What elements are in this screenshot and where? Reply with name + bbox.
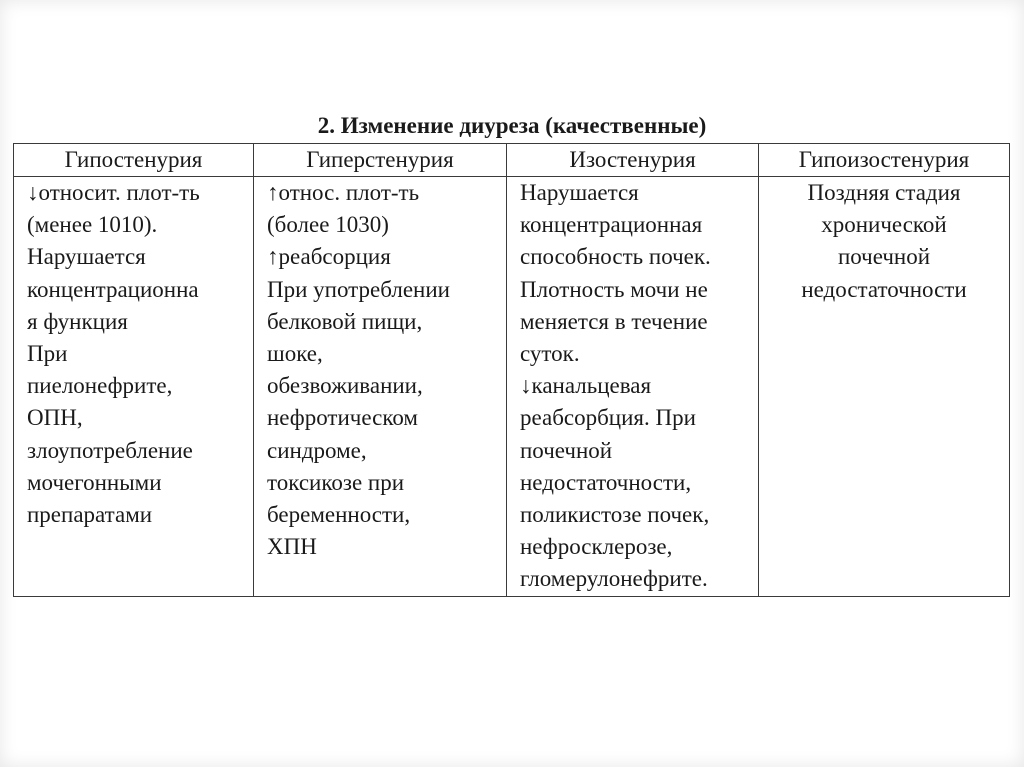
cell-line: ↑относ. плот-ть (267, 180, 420, 205)
cell-hypostenuria (14, 177, 254, 597)
cell-line: ↓канальцевая (520, 373, 652, 399)
cell-line: При (27, 341, 68, 367)
header-hypostenuria: Гипостенурия (14, 144, 254, 177)
cell-line: токсикозе при (267, 469, 405, 495)
cell-line: почечной (837, 244, 931, 270)
cell-line: беременности, (267, 502, 411, 528)
cell-line: недостаточности, (520, 469, 692, 495)
cell-line: ХПН (267, 534, 317, 560)
cell-line: мочегонными (27, 469, 162, 495)
cell-line: ↓относит. плот-ть (27, 180, 200, 205)
cell-line: Нарушается (27, 244, 146, 270)
cell-line: гломерулонефрите. (520, 566, 708, 592)
cell-line: я функция (27, 308, 128, 334)
cell-line: меняется в течение (520, 308, 708, 334)
cell-line: Нарушается (520, 180, 639, 205)
cell-line: синдроме, (267, 437, 367, 463)
cell-line: белковой пищи, (267, 308, 423, 334)
cell-line: недостаточности (801, 276, 967, 302)
cell-line: пиелонефрите, (27, 373, 173, 399)
cell-hypoisostenuria (759, 177, 1010, 597)
cell-line: Поздняя стадия (807, 180, 961, 205)
cell-line: (более 1030) (267, 212, 389, 238)
cell-line: почечной (520, 437, 613, 463)
cell-line: злоупотребление (27, 437, 193, 463)
cell-line: Плотность мочи не (520, 276, 708, 302)
cell-line: концентрационная (520, 212, 703, 238)
cell-line: концентрационна (27, 276, 199, 302)
cell-line: реабсорбция. При (520, 405, 696, 431)
cell-hyperstenuria (254, 177, 507, 597)
cell-line: суток. (520, 341, 580, 367)
header-isostenuria: Изостенурия (507, 144, 759, 177)
cell-line: хронической (821, 212, 947, 238)
cell-line: нефросклерозе, (520, 534, 673, 560)
header-row (14, 144, 1010, 177)
cell-line: поликистозе почек, (520, 502, 710, 528)
cell-line: ОПН, (27, 405, 83, 431)
cell-line: ↑реабсорция (267, 244, 391, 270)
cell-isostenuria (507, 177, 759, 597)
cell-line: способность почек. (520, 244, 711, 270)
table-title: 2. Изменение диуреза (качественные) (317, 113, 707, 138)
table-row (14, 177, 1010, 597)
cell-line: шоке, (267, 341, 323, 367)
cell-line: (менее 1010). (27, 212, 158, 238)
cell-line: нефротическом (267, 405, 418, 431)
diuresis-table (13, 143, 1010, 597)
cell-line: обезвоживании, (267, 373, 423, 399)
cell-line: препаратами (27, 502, 153, 528)
header-hyperstenuria: Гиперстенурия (254, 144, 507, 177)
cell-line: При употреблении (267, 276, 450, 302)
header-hypoisostenuria: Гипоизостенурия (759, 144, 1010, 177)
